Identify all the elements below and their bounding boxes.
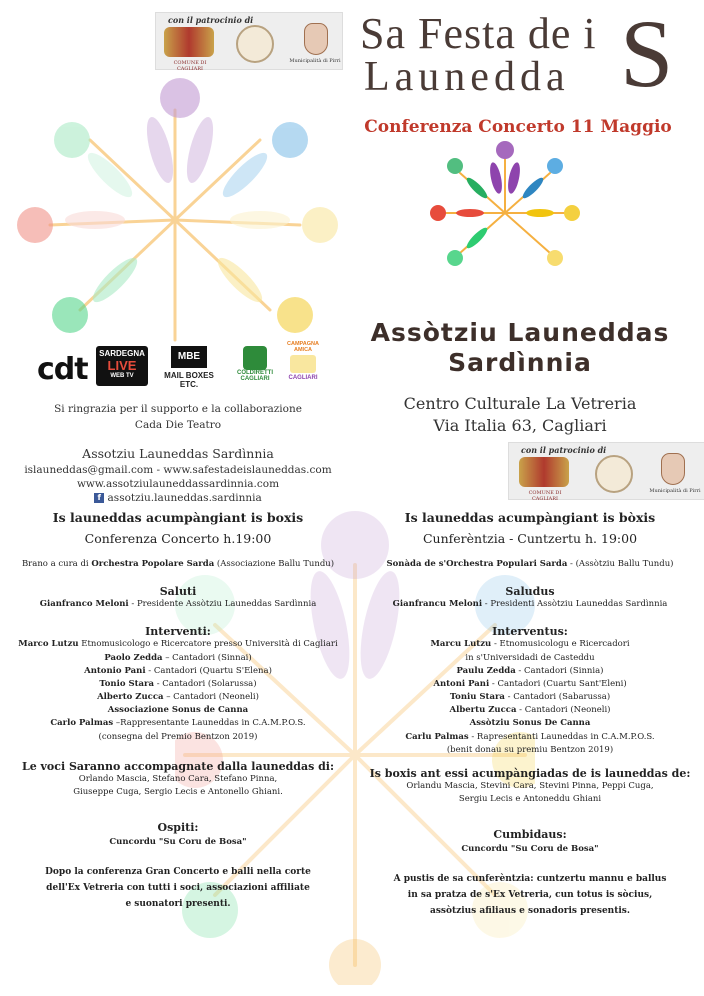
venue-line-2: Via Italia 63, Cagliari xyxy=(433,415,607,435)
cdt-logo: cdt xyxy=(37,352,88,387)
right-column xyxy=(356,510,704,920)
mbe-logo xyxy=(156,346,222,389)
patronage-entity-1: COMUNE DI CAGLIARI xyxy=(173,60,207,72)
list-item: Carlo Palmas –Rappresentante Launeddas in C.A.M.P.O.S. xyxy=(50,718,306,729)
left-brano: Brano a cura di Orchestra Popolare Sarda (Associazione Ballu Tundu) xyxy=(21,559,335,569)
left-ospiti-title: Ospiti: xyxy=(157,821,199,835)
title-big-s: S xyxy=(620,0,674,107)
coldiretti-logo xyxy=(234,346,276,388)
list-item: in s'Universidadi de Casteddu xyxy=(465,652,595,663)
list-item: Alberto Zucca – Cantadori (Neoneli) xyxy=(97,692,259,703)
mbe-text: MAIL BOXES ETC. xyxy=(164,371,214,389)
contacts xyxy=(0,446,356,505)
thanks-line-2: Cada Die Teatro xyxy=(134,418,222,431)
title-line-2: Launedda xyxy=(364,54,570,100)
pirri-crest-icon xyxy=(304,23,328,55)
left-interventi-title: Interventi: xyxy=(145,625,211,639)
list-item: Assòtziu Sonus De Canna xyxy=(469,718,591,729)
mbe-mark: MBE xyxy=(171,346,207,368)
patronage-entity-1b: COMUNE DI CAGLIARI xyxy=(528,490,562,502)
right-boxis-title: Is boxis ant essi acumpàngiadas de is launeddas de: xyxy=(369,766,691,780)
right-saludus: Gianfrancu Meloni - Presidenti Assòtziu Launeddas Sardìnnia xyxy=(392,599,668,610)
contacts-facebook-row[interactable] xyxy=(0,491,356,505)
sardegna-live-text-2: LIVE xyxy=(107,357,137,373)
campagna-text-3: CAGLIARI xyxy=(288,375,318,381)
list-item: Associazione Sonus de Canna xyxy=(107,705,249,716)
list-item: Paolo Zedda – Cantadori (Sinnai) xyxy=(104,652,252,663)
campagna-text-2: AMICA xyxy=(293,347,313,353)
list-item: Antonio Pani - Cantadori (Quartu S'Elena) xyxy=(84,665,272,676)
left-saluti: Gianfranco Meloni - Presidente Assòtziu Launeddas Sardìnnia xyxy=(39,599,317,610)
patronage-box-right xyxy=(508,442,704,500)
left-voci-title: Le voci Saranno accompagnate dalla launeddas di: xyxy=(21,759,335,773)
association-name xyxy=(360,318,680,378)
left-premio: (consegna del Premio Bentzon 2019) xyxy=(98,731,258,742)
right-interventus-title: Interventus: xyxy=(492,625,568,639)
contacts-email[interactable]: islauneddas@gmail.com - www.safestadeislauneddas.com xyxy=(24,463,332,476)
left-ospiti: Cuncordu "Su Coru de Bosa" xyxy=(109,837,247,848)
seal-icon-2 xyxy=(595,455,633,493)
contacts-facebook: assotziu.launeddas.sardinnia xyxy=(107,492,262,505)
association-line-1: Assòtziu Launeddas xyxy=(370,318,670,347)
decorative-flower-top-left xyxy=(0,70,350,350)
facebook-icon: f xyxy=(94,493,104,503)
campagna-text-1: CAMPAGNA xyxy=(287,341,319,347)
right-subheading: Cunferèntzia - Cuntzertu h. 19:00 xyxy=(422,531,638,546)
cagliari-crest-icon-2 xyxy=(519,457,569,487)
list-item: Antoni Pani - Cantadori (Cuartu Sant'Eleni) xyxy=(433,678,627,689)
coldiretti-mark xyxy=(243,346,267,370)
contacts-website[interactable]: www.assotziulauneddassardinnia.com xyxy=(76,478,280,491)
right-saludus-title: Saludus xyxy=(505,585,555,599)
coldiretti-text-2: CAGLIARI xyxy=(240,376,270,382)
right-cumbidaus-title: Cumbidaus: xyxy=(493,828,567,842)
left-saluti-title: Saluti xyxy=(159,585,197,599)
list-item: Marco Lutzu Etnomusicologo e Ricercatore presso Università di Cagliari xyxy=(18,639,338,650)
list-item: Carlu Palmas - Rapresentanti Launeddas in C.A.M.P.O.S. xyxy=(405,731,655,742)
right-heading: Is launeddas acumpàngiant is bòxis xyxy=(404,510,656,525)
left-final: Dopo la conferenza Gran Concerto e balli nella corte dell'Ex Vetreria con tutti i soci, associazioni affiliate e suonatori presenti. xyxy=(45,867,311,909)
right-premiu: (benit donau su premiu Bentzon 2019) xyxy=(446,744,614,755)
left-heading: Is launeddas acumpàngiant is boxis xyxy=(52,510,304,525)
campagna-mark xyxy=(290,355,316,373)
right-sonada: Sonàda de s'Orchestra Populari Sarda - (Assòtziu Ballu Tundu) xyxy=(386,559,674,569)
sardegna-live-logo xyxy=(96,346,148,386)
pirri-crest-icon-2 xyxy=(661,453,685,485)
coldiretti-text-1: COLDIRETTI xyxy=(237,370,273,376)
patronage-box-top xyxy=(155,12,343,70)
list-item: Toniu Stara - Cantadori (Sabarussa) xyxy=(449,692,611,703)
patronage-entity-3b: Municipalità di Pirri xyxy=(649,488,701,494)
right-boxis: Orlandu Mascia, Stevini Cara, Stevini Pinna, Peppi Cuga, Sergiu Lecis e Antoneddu Ghiani xyxy=(406,780,654,805)
venue xyxy=(380,393,660,436)
association-line-2: Sardìnnia xyxy=(448,348,592,377)
title-line-1: Sa Festa de i xyxy=(360,9,597,58)
patronage-label: con il patrocinio di xyxy=(168,15,254,25)
thanks xyxy=(0,402,356,434)
right-final: A pustis de sa cunferèntzia: cuntzertu mannu e ballus in sa pratza de s'Ex Vetreria, cun totus is sòcius, assòtzius afiliaus e sonadoris presentis. xyxy=(393,874,667,916)
patronage-entity-3: Municipalità di Pirri xyxy=(289,58,341,64)
thanks-line-1: Si ringrazia per il supporto e la collaborazione xyxy=(54,403,302,415)
list-item: Paulu Zedda - Cantadori (Sinnia) xyxy=(456,665,604,676)
decorative-flower-center xyxy=(430,138,580,268)
cagliari-crest-icon xyxy=(164,27,214,57)
sardegna-live-text-3: WEB TV xyxy=(110,373,134,380)
seal-icon xyxy=(236,25,274,63)
patronage-label-2: con il patrocinio di xyxy=(521,445,607,455)
right-cumbidaus: Cuncordu "Su Coru de Bosa" xyxy=(461,844,599,855)
venue-line-1: Centro Culturale La Vetreria xyxy=(403,394,637,413)
left-column xyxy=(0,510,356,912)
contacts-name: Assotziu Launeddas Sardìnnia xyxy=(82,446,274,461)
list-item: Albertu Zucca - Cantadori (Neoneli) xyxy=(449,705,611,716)
right-interventus-list xyxy=(356,638,704,757)
campagna-amica-logo xyxy=(283,341,323,389)
left-interventi-list xyxy=(0,638,356,743)
left-voci: Orlando Mascia, Stefano Cara, Stefano Pinna, Giuseppe Cuga, Sergio Lecis e Antonello Ghiani. xyxy=(73,773,283,797)
sardegna-live-text-1: SARDEGNA xyxy=(99,349,145,358)
list-item: Marcu Lutzu - Etnomusicologu e Ricercadori xyxy=(430,639,630,650)
left-subheading: Conferenza Concerto h.19:00 xyxy=(84,531,272,546)
list-item: Tonio Stara - Cantadori (Solarussa) xyxy=(99,678,257,689)
event-subtitle: Conferenza Concerto 11 Maggio xyxy=(364,117,672,137)
